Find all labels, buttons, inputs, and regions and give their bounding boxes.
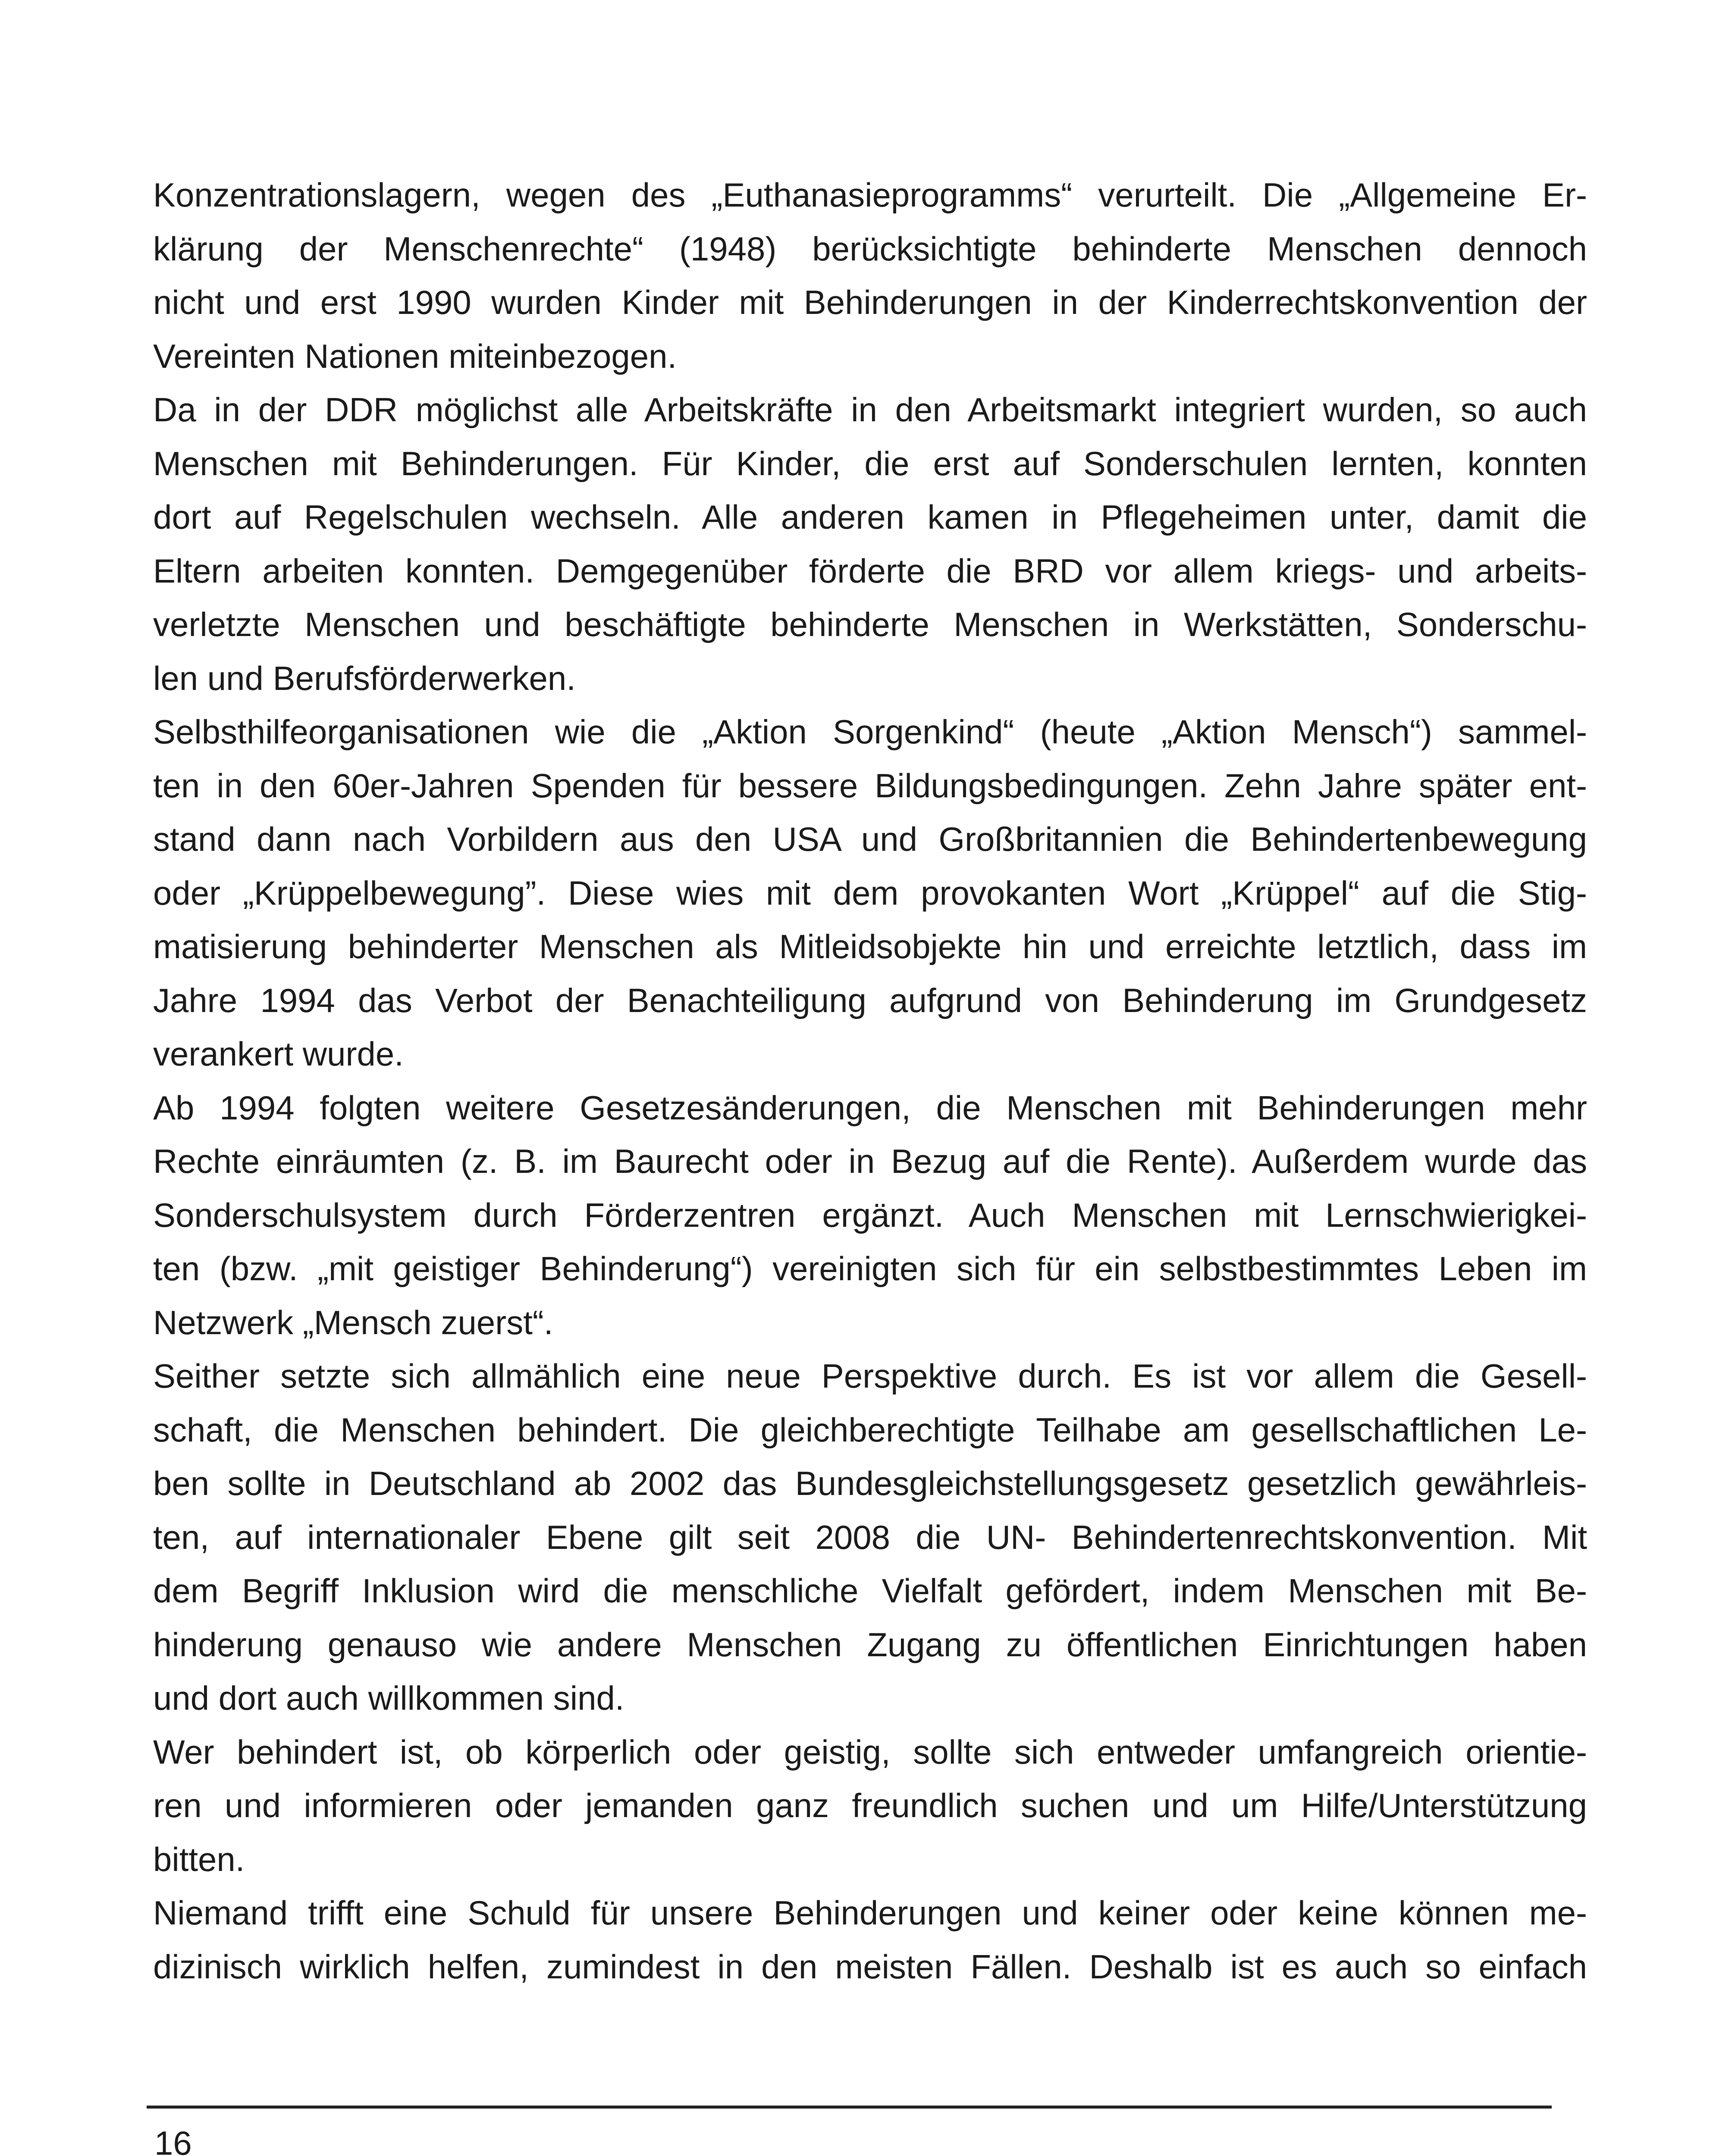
text-line: Seither setzte sich allmählich eine neue Perspektive durch. Es ist vor allem die Gesell- bbox=[153, 1357, 1587, 1395]
text-line: stand dann nach Vorbildern aus den USA und Großbritannien die Behindertenbewegung bbox=[153, 820, 1587, 858]
text-line: ten, auf internationaler Ebene gilt seit 2008 die UN- Behindertenrechtskonvention. Mit bbox=[153, 1518, 1587, 1556]
text-line: dort auf Regelschulen wechseln. Alle anderen kamen in Pflegeheimen unter, damit die bbox=[153, 498, 1587, 536]
text-line: dizinisch wirklich helfen, zumindest in den meisten Fällen. Deshalb ist es auch so einfach bbox=[153, 1947, 1587, 1986]
text-line: nicht und erst 1990 wurden Kinder mit Behinderungen in der Kinderrechtskonvention der bbox=[153, 283, 1587, 321]
paragraph bbox=[153, 383, 1587, 705]
footer-rule bbox=[147, 2106, 1552, 2109]
text-line: ren und informieren oder jemanden ganz freundlich suchen und um Hilfe/Unterstützung bbox=[153, 1786, 1587, 1824]
text-line: len und Berufsförderwerken. bbox=[153, 659, 576, 697]
text-line: matisierung behinderter Menschen als Mitleidsobjekte hin und erreichte letztlich, dass im bbox=[153, 928, 1587, 965]
paragraph bbox=[153, 1081, 1587, 1350]
text-line: Ab 1994 folgten weitere Gesetzesänderungen, die Menschen mit Behinderungen mehr bbox=[153, 1088, 1587, 1127]
page-body bbox=[153, 168, 1587, 1993]
text-line: Jahre 1994 das Verbot der Benachteiligung aufgrund von Behinderung im Grundgesetz bbox=[153, 981, 1587, 1019]
text-line: Wer behindert ist, ob körperlich oder geistig, sollte sich entweder umfangreich orientie- bbox=[153, 1733, 1587, 1771]
text-line: Netzwerk „Mensch zuerst“. bbox=[153, 1303, 553, 1341]
paragraph bbox=[153, 1886, 1587, 1993]
text-line: ben sollte in Deutschland ab 2002 das Bundesgleichstellungsgesetz gesetzlich gewährleis- bbox=[153, 1464, 1587, 1502]
text-line: Selbsthilfeorganisationen wie die „Aktion Sorgenkind“ (heute „Aktion Mensch“) sammel- bbox=[153, 713, 1587, 751]
text-line: Rechte einräumten (z. B. im Baurecht oder in Bezug auf die Rente). Außerdem wurde das bbox=[153, 1142, 1587, 1180]
paragraph bbox=[153, 1349, 1587, 1725]
text-line: Da in der DDR möglichst alle Arbeitskräfte in den Arbeitsmarkt integriert wurden, so auch bbox=[153, 391, 1587, 429]
text-line: und dort auch willkommen sind. bbox=[153, 1679, 624, 1717]
text-line: Menschen mit Behinderungen. Für Kinder, die erst auf Sonderschulen lernten, konnten bbox=[153, 444, 1587, 483]
text-line: Konzentrationslagern, wegen des „Euthanasieprogramms“ verurteilt. Die „Allgemeine Er- bbox=[153, 176, 1587, 214]
text-line: verankert wurde. bbox=[153, 1035, 404, 1073]
text-line: Eltern arbeiten konnten. Demgegenüber förderte die BRD vor allem kriegs- und arbeits- bbox=[153, 552, 1587, 590]
text-line: oder „Krüppelbewegung”. Diese wies mit dem provokanten Wort „Krüppel“ auf die Stig- bbox=[153, 874, 1587, 912]
paragraph bbox=[153, 1725, 1587, 1887]
text-line: ten in den 60er-Jahren Spenden für bessere Bildungsbedingungen. Zehn Jahre später ent- bbox=[153, 766, 1587, 805]
text-line: dem Begriff Inklusion wird die menschliche Vielfalt gefördert, indem Menschen mit Be- bbox=[153, 1572, 1587, 1610]
text-line: hinderung genauso wie andere Menschen Zugang zu öffentlichen Einrichtungen haben bbox=[153, 1625, 1587, 1664]
text-line: ten (bzw. „mit geistiger Behinderung“) vereinigten sich für ein selbstbestimmtes Leben im bbox=[153, 1250, 1587, 1288]
text-line: verletzte Menschen und beschäftigte behinderte Menschen in Werkstätten, Sonderschu- bbox=[153, 605, 1587, 643]
text-line: Niemand trifft eine Schuld für unsere Behinderungen und keiner oder keine können me- bbox=[153, 1894, 1587, 1932]
text-line: bitten. bbox=[153, 1840, 245, 1878]
text-line: Sonderschulsystem durch Förderzentren ergänzt. Auch Menschen mit Lernschwierigkei- bbox=[153, 1196, 1587, 1234]
text-line: klärung der Menschenrechte“ (1948) berücksichtigte behinderte Menschen dennoch bbox=[153, 229, 1587, 268]
paragraph bbox=[153, 705, 1587, 1081]
page-number: 16 bbox=[154, 2124, 192, 2156]
text-line: schaft, die Menschen behindert. Die gleichberechtigte Teilhabe am gesellschaftlichen Le- bbox=[153, 1410, 1587, 1449]
paragraph bbox=[153, 168, 1587, 383]
text-line: Vereinten Nationen miteinbezogen. bbox=[153, 337, 677, 375]
